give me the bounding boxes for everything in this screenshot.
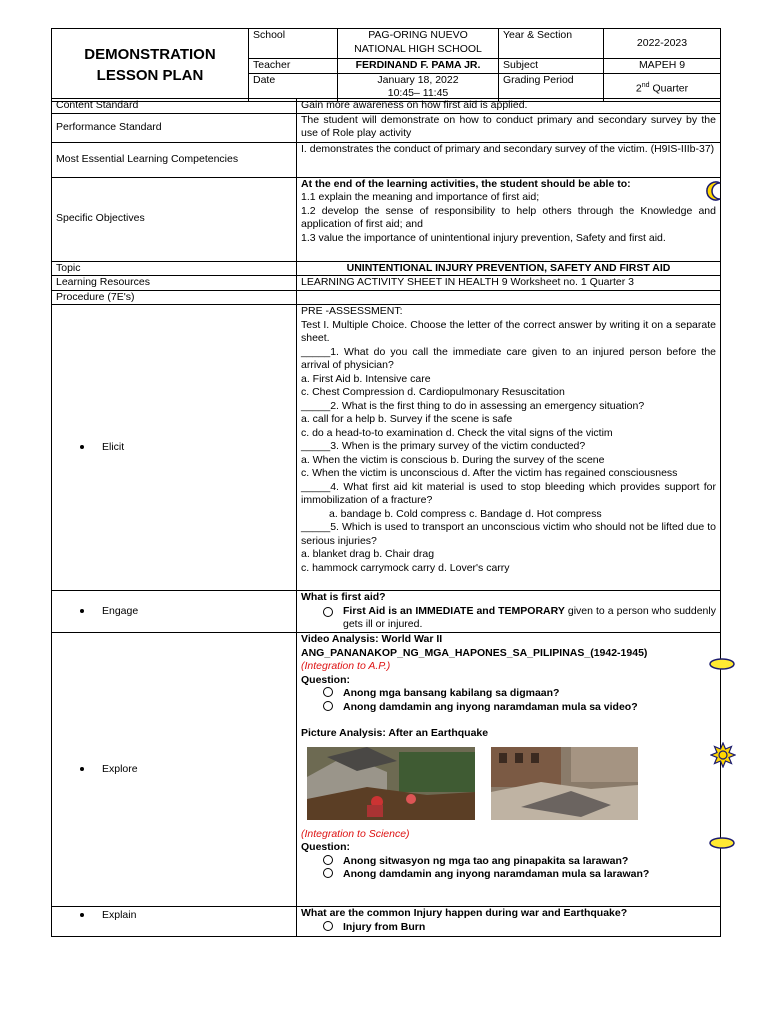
objective-item: 1.2 develop the sense of responsibility to help others through the Knowledge and application of first aid; and bbox=[301, 204, 716, 230]
circle-bullet-icon bbox=[323, 855, 333, 865]
explain-item: Injury from Burn bbox=[301, 921, 716, 935]
integration-ap: (Integration to A.P.) bbox=[301, 660, 391, 672]
subject-value: MAPEH 9 bbox=[604, 59, 721, 74]
picture-question-2: Anong damdamin ang inyong naramdaman mula sa larawan? bbox=[301, 868, 716, 882]
picture-question-1: Anong sitwasyon ng mga tao ang pinapakita sa larawan? bbox=[301, 855, 716, 869]
date-value: January 18, 2022 bbox=[377, 73, 459, 86]
circle-bullet-icon bbox=[323, 701, 333, 711]
performance-standard-value: The student will demonstrate on how to conduct primary and secondary survey by the use of Role play activity bbox=[297, 113, 721, 142]
content-standard-label: Content Standard bbox=[52, 99, 297, 114]
specific-objectives-label: Specific Objectives bbox=[52, 177, 297, 261]
explain-content bbox=[297, 907, 721, 937]
question-4: _____4. What first aid kit material is used to stop bleeding which provides support for immobilization of a fracture? bbox=[301, 480, 716, 506]
procedure-label: Procedure (7E's) bbox=[52, 290, 297, 305]
learning-resources-label: Learning Resources bbox=[52, 276, 297, 291]
teacher-label: Teacher bbox=[249, 59, 338, 74]
topic-label: Topic bbox=[52, 261, 297, 276]
date-label: Date bbox=[249, 73, 338, 101]
circle-bullet-icon bbox=[323, 607, 333, 617]
earthquake-photo-2 bbox=[491, 747, 638, 820]
question-5: _____5. Which is used to transport an unconscious victim who should not be lifted due to serious injuries? bbox=[301, 521, 716, 547]
oval-icon bbox=[708, 657, 736, 671]
elicit-content bbox=[297, 305, 721, 591]
video-name: ANG_PANANAKOP_NG_MGA_HAPONES_SA_PILIPINAS_(1942-1945) bbox=[301, 646, 648, 659]
year-section-value: 2022-2023 bbox=[604, 29, 721, 59]
year-section-label: Year & Section bbox=[499, 29, 604, 59]
elicit-label: Elicit bbox=[52, 305, 297, 591]
specific-objectives-value bbox=[297, 177, 721, 261]
question-label-2: Question: bbox=[301, 841, 350, 853]
question-4-choices: a. bandage b. Cold compress c. Bandage d. Hot compress bbox=[329, 507, 602, 520]
explore-content bbox=[297, 633, 721, 907]
header-table bbox=[51, 28, 721, 102]
explore-label: Explore bbox=[52, 633, 297, 907]
moon-icon bbox=[700, 180, 728, 202]
earthquake-images bbox=[307, 747, 716, 820]
teacher-value: FERDINAND F. PAMA JR. bbox=[338, 59, 499, 74]
question-5-choices-a: a. blanket drag b. Chair drag bbox=[301, 548, 435, 560]
explain-label: Explain bbox=[52, 907, 297, 937]
performance-standard-label: Performance Standard bbox=[52, 113, 297, 142]
question-3-choices-a: a. When the victim is conscious b. During the survey of the scene bbox=[301, 453, 605, 466]
question-3: _____3. When is the primary survey of the victim conducted? bbox=[301, 440, 586, 452]
document-title: DEMONSTRATION LESSON PLAN bbox=[52, 29, 249, 102]
test-instructions: Test I. Multiple Choice. Choose the letter of the correct answer by writing it on a separate sheet. bbox=[301, 318, 716, 344]
content-standard-value: Gain more awareness on how first aid is applied. bbox=[297, 99, 721, 114]
oval-icon bbox=[708, 836, 736, 850]
explain-question: What are the common Injury happen during war and Earthquake? bbox=[301, 907, 628, 919]
school-value: PAG-ORING NUEVO NATIONAL HIGH SCHOOL bbox=[338, 29, 499, 59]
question-1-choices-b: c. Chest Compression d. Cardiopulmonary Resuscitation bbox=[301, 386, 565, 398]
question-2: _____2. What is the first thing to do in assessing an emergency situation? bbox=[301, 399, 645, 412]
question-label: Question: bbox=[301, 673, 350, 686]
school-label: School bbox=[249, 29, 338, 59]
video-analysis-title: Video Analysis: World War II bbox=[301, 633, 443, 645]
melc-value: I. demonstrates the conduct of primary and secondary survey of the victim. (H9IS-IIIb-37) bbox=[297, 142, 721, 177]
objective-item: 1.1 explain the meaning and importance of first aid; bbox=[301, 191, 540, 203]
question-5-choices-b: c. hammock carrymock carry d. Lover's carry bbox=[301, 561, 510, 574]
question-2-choices-a: a. call for a help b. Survey if the scene is safe bbox=[301, 413, 513, 425]
question-3-choices-b: c. When the victim is unconscious d. After the victim has regained consciousness bbox=[301, 467, 678, 479]
picture-analysis-title: Picture Analysis: After an Earthquake bbox=[301, 727, 489, 739]
engage-answer: First Aid is an IMMEDIATE and TEMPORARY given to a person who suddenly gets ill or injured. bbox=[301, 605, 716, 632]
question-2-choices-b: c. do a head-to-to examination d. Check the vital signs of the victim bbox=[301, 426, 613, 439]
learning-resources-value: LEARNING ACTIVITY SHEET IN HEALTH 9 Worksheet no. 1 Quarter 3 bbox=[297, 276, 721, 291]
date-cell bbox=[338, 73, 499, 101]
question-1: _____1. What do you call the immediate care given to an injured person before the arrival of physician? bbox=[301, 345, 716, 371]
integration-science: (Integration to Science) bbox=[301, 827, 410, 840]
grading-period-label: Grading Period bbox=[499, 73, 604, 101]
circle-bullet-icon bbox=[323, 921, 333, 931]
subject-label: Subject bbox=[499, 59, 604, 74]
lesson-plan-table bbox=[51, 98, 721, 937]
video-question-2: Anong damdamin ang inyong naramdaman mula sa video? bbox=[301, 701, 716, 715]
engage-content bbox=[297, 591, 721, 633]
video-question-1: Anong mga bansang kabilang sa digmaan? bbox=[301, 687, 716, 701]
time-value: 10:45– 11:45 bbox=[387, 87, 449, 99]
engage-label: Engage bbox=[52, 591, 297, 633]
melc-label: Most Essential Learning Competencies bbox=[52, 142, 297, 177]
objective-item: 1.3 value the importance of unintentional injury prevention, Safety and first aid. bbox=[301, 231, 666, 244]
objectives-intro: At the end of the learning activities, the student should be able to: bbox=[301, 177, 631, 190]
sun-icon bbox=[710, 742, 736, 768]
engage-question: What is first aid? bbox=[301, 591, 386, 603]
grading-period-value: 2nd Quarter bbox=[604, 73, 721, 101]
procedure-value bbox=[297, 290, 721, 305]
circle-bullet-icon bbox=[323, 868, 333, 878]
topic-value: UNINTENTIONAL INJURY PREVENTION, SAFETY AND FIRST AID bbox=[297, 261, 721, 276]
pre-assessment-heading: PRE -ASSESSMENT: bbox=[301, 305, 403, 317]
circle-bullet-icon bbox=[323, 687, 333, 697]
earthquake-photo-1 bbox=[307, 747, 475, 820]
question-1-choices-a: a. First Aid b. Intensive care bbox=[301, 372, 431, 385]
